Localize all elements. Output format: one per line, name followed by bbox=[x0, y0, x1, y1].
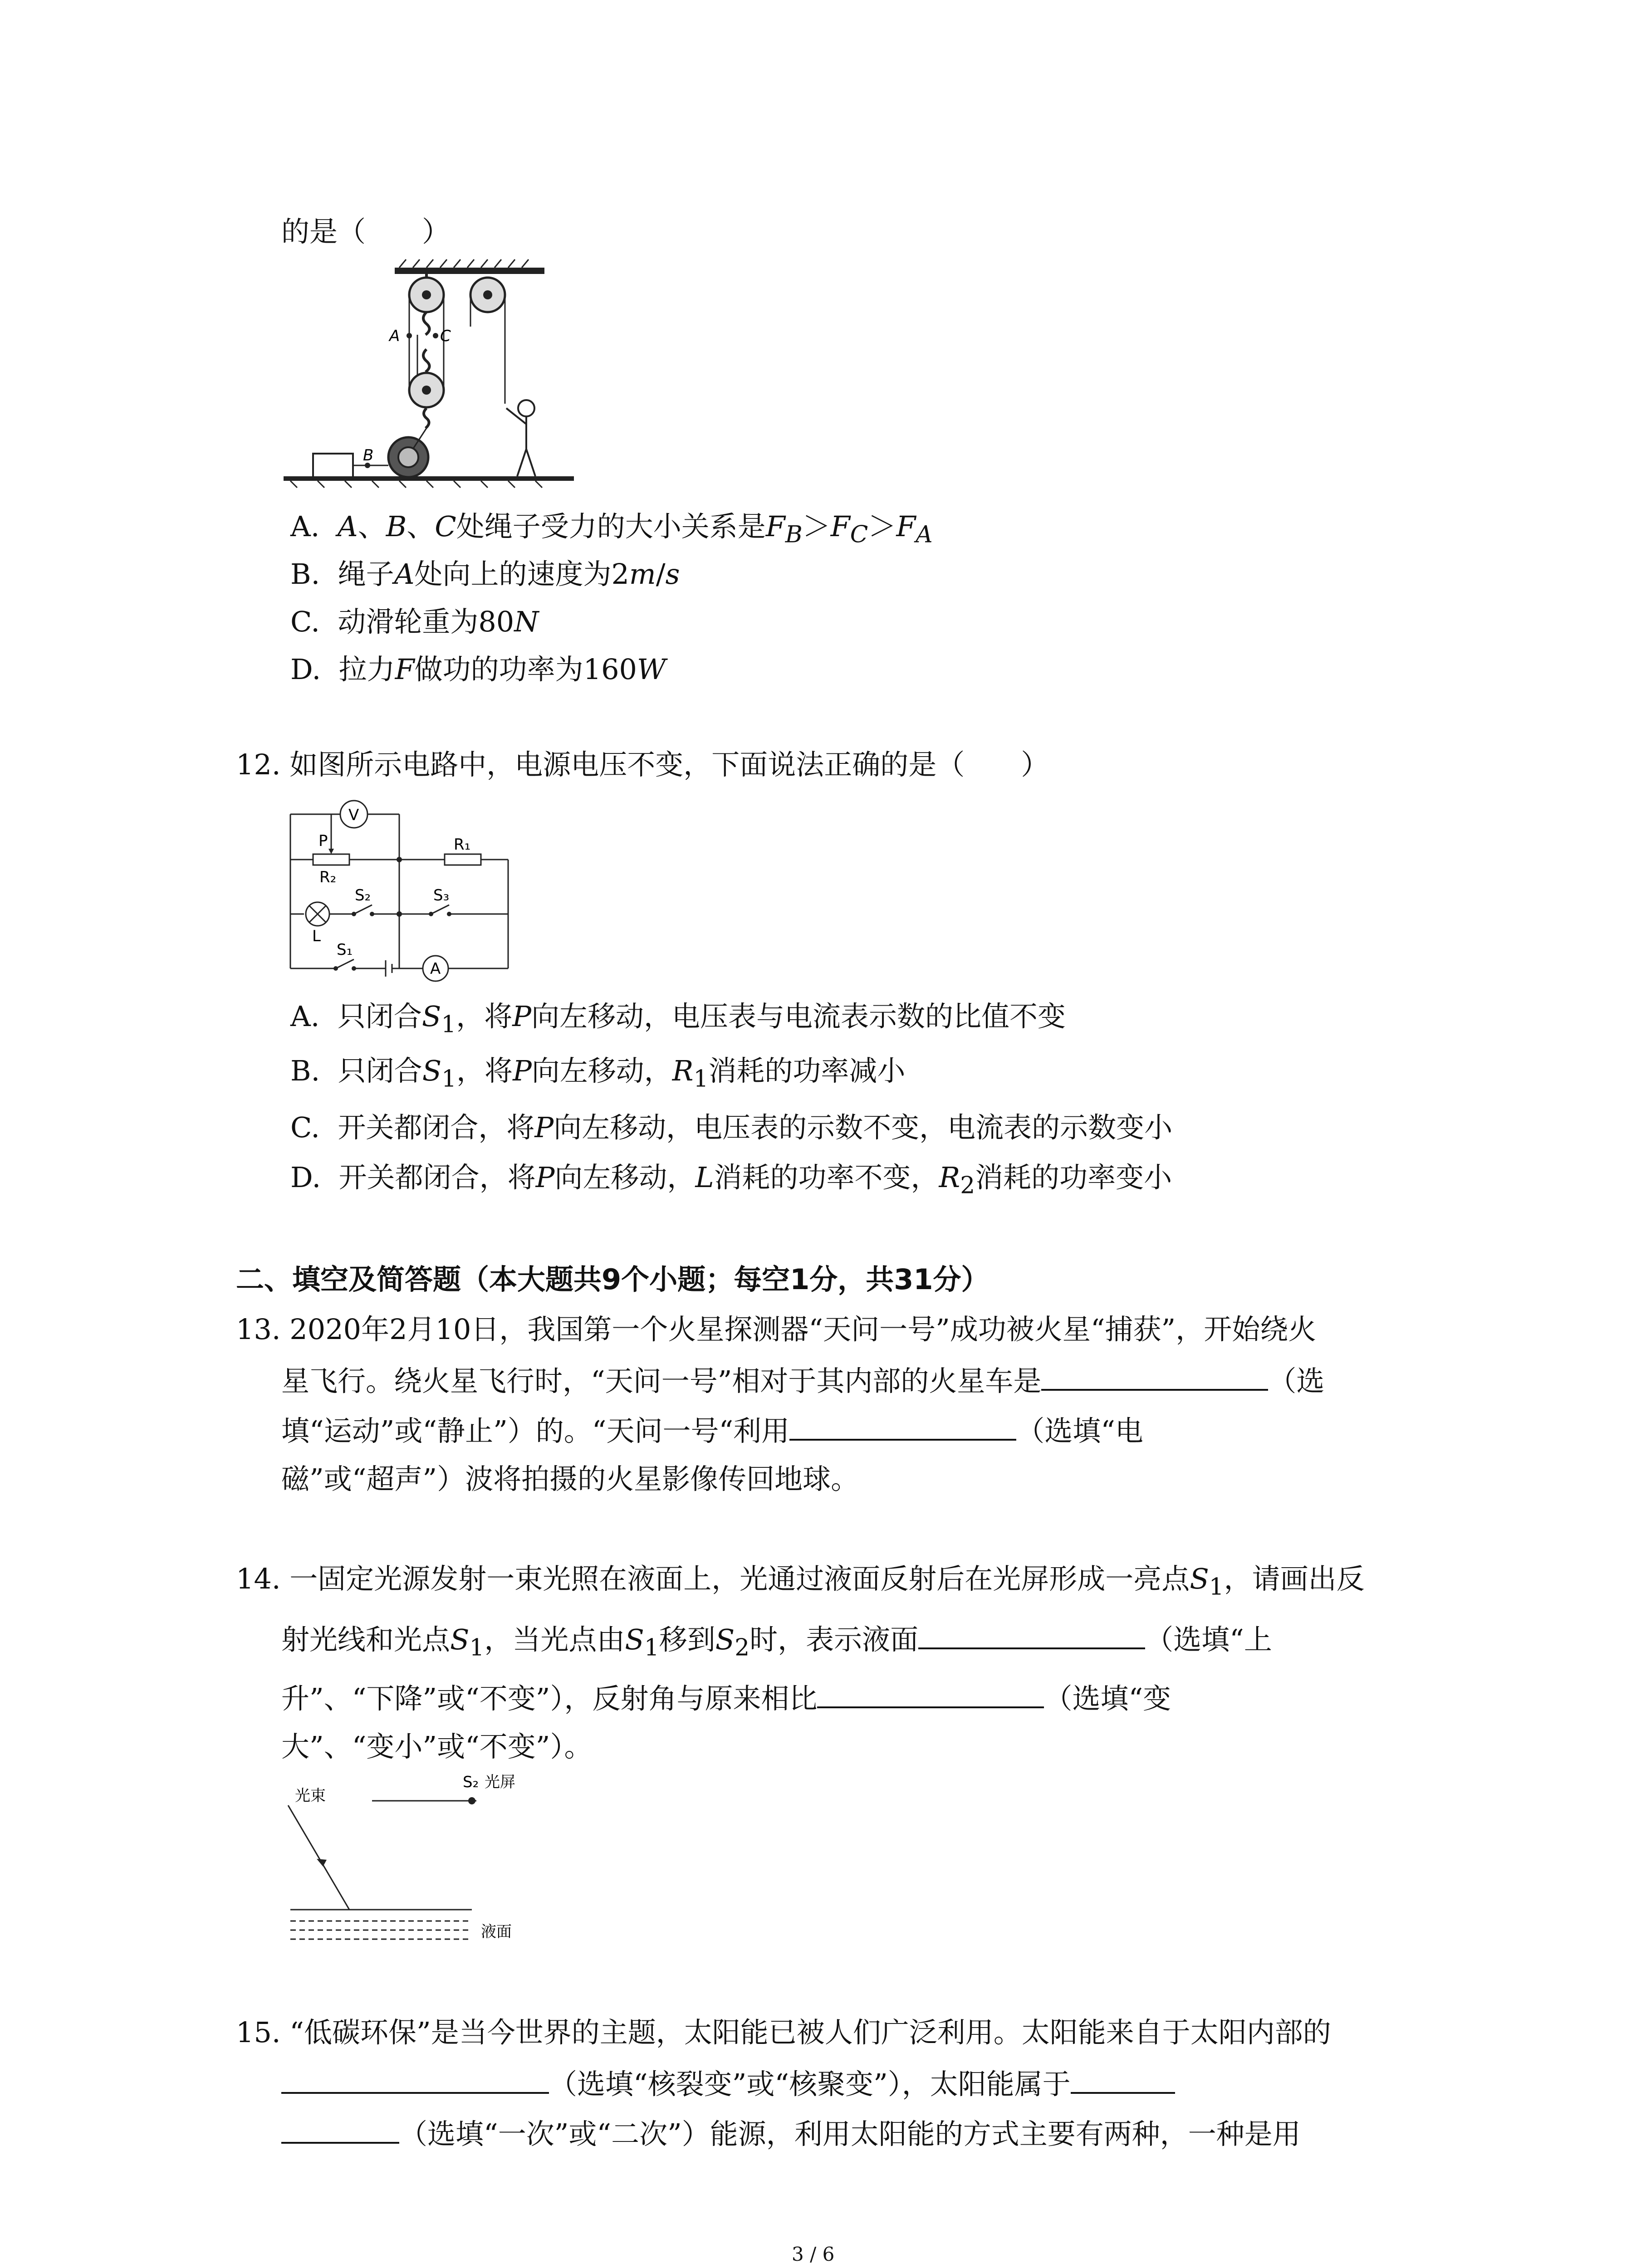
page-number: 3 / 6 bbox=[792, 2243, 835, 2265]
label-b: B bbox=[363, 446, 374, 464]
q12-option-b: B. 只闭合$S_1$，将P向左移动，$R_1$消耗的功率减小 bbox=[290, 1054, 906, 1093]
ground bbox=[284, 476, 574, 481]
q14-line4: 大”、“变小”或“不变”）。 bbox=[281, 1730, 593, 1763]
q12-option-c: C. 开关都闭合，将P向左移动，电压表的示数不变，电流表的示数变小 bbox=[290, 1111, 1173, 1144]
r2-label: R₂ bbox=[319, 868, 337, 886]
s2-label: S₂ bbox=[355, 886, 371, 904]
q13-blank-1[interactable] bbox=[1041, 1365, 1268, 1391]
q11-stem-tail: 的是（ ） bbox=[281, 215, 451, 248]
q15-blank-2[interactable] bbox=[1071, 2068, 1175, 2094]
person bbox=[518, 400, 534, 416]
s2-point bbox=[468, 1797, 475, 1804]
q11-option-a: A. A、B、C处绳子受力的大小关系是$F_B>F_C>F_A$ bbox=[290, 510, 933, 548]
q12-option-a: A. 只闭合$S_1$，将P向左移动，电压表与电流表示数的比值不变 bbox=[290, 1000, 1066, 1038]
q11-option-d: D. 拉力F做功的功率为160W bbox=[290, 653, 666, 686]
optics-figure bbox=[281, 1769, 535, 1960]
s2-label: S₂ bbox=[463, 1773, 479, 1791]
q12-option-d: D. 开关都闭合，将P向左移动，L消耗的功率不变，$R_2$消耗的功率变小 bbox=[290, 1161, 1172, 1199]
q15-blank-3[interactable] bbox=[281, 2118, 399, 2144]
ammeter-label: A bbox=[430, 960, 441, 978]
s1-label: S₁ bbox=[337, 941, 353, 959]
q14-blank-2[interactable] bbox=[817, 1683, 1044, 1708]
section-heading: 二、填空及简答题（本大题共9个小题；每空1分，共31分） bbox=[236, 1263, 989, 1296]
q13-line4: 磁”或“超声”）波将拍摄的火星影像传回地球。 bbox=[281, 1462, 859, 1496]
label-a: A bbox=[389, 327, 400, 345]
light-beam bbox=[288, 1805, 349, 1910]
q14-line3: 升”、“下降”或“不变”），反射角与原来相比 （选填“变 bbox=[281, 1682, 1171, 1715]
label-c: C bbox=[440, 327, 451, 345]
block bbox=[313, 454, 353, 477]
slider-p-label: P bbox=[318, 832, 328, 850]
circuit-figure bbox=[281, 792, 526, 991]
voltmeter-label: V bbox=[348, 806, 359, 824]
q13-line1: 13. 2020年2月10日，我国第一个火星探测器“天问一号”成功被火星“捕获”，开始绕火 bbox=[236, 1313, 1317, 1346]
q15-line2: （选填“核裂变”或“核聚变”），太阳能属于 bbox=[281, 2068, 1175, 2098]
q13-line3: 填“运动”或“静止”）的。“天问一号“利用 （选填“电 bbox=[281, 1414, 1143, 1447]
q14-blank-1[interactable] bbox=[918, 1624, 1145, 1649]
q14-line1: 14. 一固定光源发射一束光照在液面上，光通过液面反射后在光屏形成一亮点$S_1$，请画出反 bbox=[236, 1562, 1365, 1601]
q14-line2: 射光线和光点$S_1$，当光点由$S_1$移到$S_2$时，表示液面 （选填“上 bbox=[281, 1623, 1272, 1662]
r1-label: R₁ bbox=[454, 836, 471, 854]
beam-label: 光束 bbox=[295, 1787, 326, 1805]
screen-label: 光屏 bbox=[485, 1773, 515, 1791]
q15-blank-1[interactable] bbox=[281, 2068, 549, 2094]
q12-stem: 12. 如图所示电路中，电源电压不变，下面说法正确的是（ ） bbox=[236, 748, 1049, 781]
liquid-label: 液面 bbox=[481, 1923, 512, 1941]
q11-option-c: C. 动滑轮重为80N bbox=[290, 605, 539, 638]
lamp-label: L bbox=[312, 927, 321, 945]
s3-label: S₃ bbox=[433, 886, 450, 904]
q15-line1: 15. “低碳环保”是当今世界的主题，太阳能已被人们广泛利用。太阳能来自于太阳内部的 bbox=[236, 2016, 1331, 2049]
ceiling bbox=[395, 268, 544, 274]
q15-line3: （选填“一次”或“二次”）能源，利用太阳能的方式主要有两种，一种是用 bbox=[281, 2118, 1301, 2148]
q11-option-b: B. 绳子A处向上的速度为2m/s bbox=[290, 557, 680, 591]
q13-blank-2[interactable] bbox=[789, 1415, 1016, 1441]
pulley-figure bbox=[281, 259, 590, 494]
q13-line2: 星飞行。绕火星飞行时，“天问一号”相对于其内部的火星车是 （选 bbox=[281, 1364, 1325, 1398]
